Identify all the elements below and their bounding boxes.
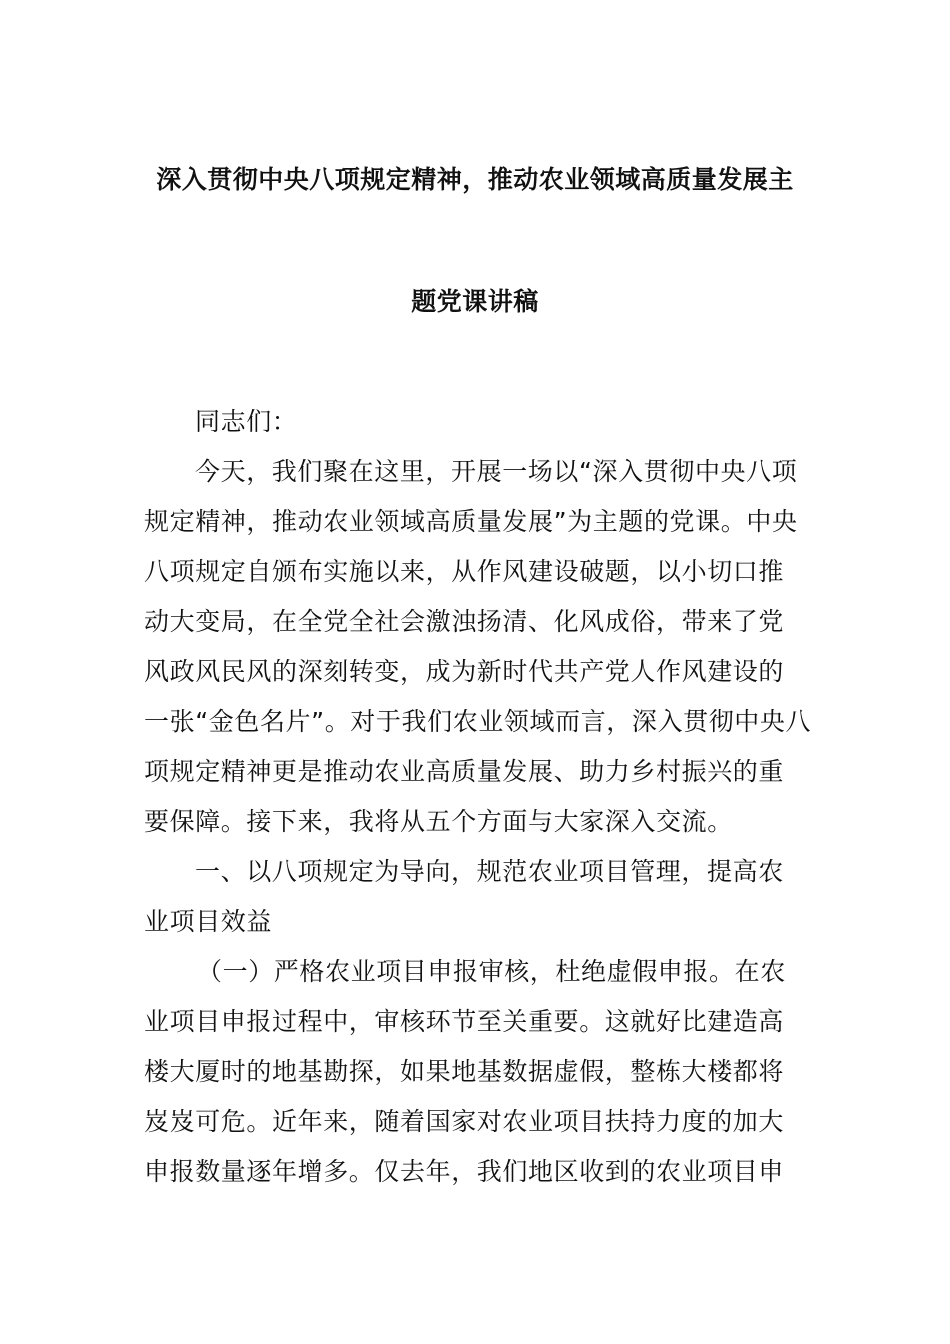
intro-paragraph-line: 一张“金色名片”。对于我们农业领域而言，深入贯彻中央八 [144,707,812,736]
section-heading-line: 业项目效益 [144,907,273,936]
subsection-paragraph-line: 申报数量逐年增多。仅去年，我们地区收到的农业项目申 [144,1157,785,1186]
subsection-paragraph-line: 岌岌可危。近年来，随着国家对农业项目扶持力度的加大 [144,1107,785,1136]
intro-paragraph-line: 今天，我们聚在这里，开展一场以“深入贯彻中央八项 [195,457,798,486]
salutation: 同志们： [195,407,298,436]
intro-paragraph-line: 风政风民风的深刻转变，成为新时代共产党人作风建设的 [144,657,785,686]
intro-paragraph-line: 规定精神，推动农业领域高质量发展”为主题的党课。中央 [144,507,798,536]
subsection-paragraph-line: 楼大厦时的地基勘探，如果地基数据虚假，整栋大楼都将 [144,1057,785,1086]
intro-paragraph-line: 动大变局，在全党全社会激浊扬清、化风成俗，带来了党 [144,607,785,636]
section-heading-line: 一、以八项规定为导向，规范农业项目管理，提高农 [195,857,784,886]
subsection-paragraph-line: 业项目申报过程中，审核环节至关重要。这就好比建造高 [144,1007,785,1036]
intro-paragraph-line: 项规定精神更是推动农业高质量发展、助力乡村振兴的重 [144,757,785,786]
intro-paragraph-line: 要保障。接下来，我将从五个方面与大家深入交流。 [144,807,733,836]
document-title-line-2: 题党课讲稿 [411,287,539,316]
intro-paragraph-line: 八项规定自颁布实施以来，从作风建设破题，以小切口推 [144,557,785,586]
subsection-paragraph-line: （一）严格农业项目申报审核，杜绝虚假申报。在农 [197,957,786,986]
document-title-line-1: 深入贯彻中央八项规定精神，推动农业领域高质量发展主 [156,165,794,194]
